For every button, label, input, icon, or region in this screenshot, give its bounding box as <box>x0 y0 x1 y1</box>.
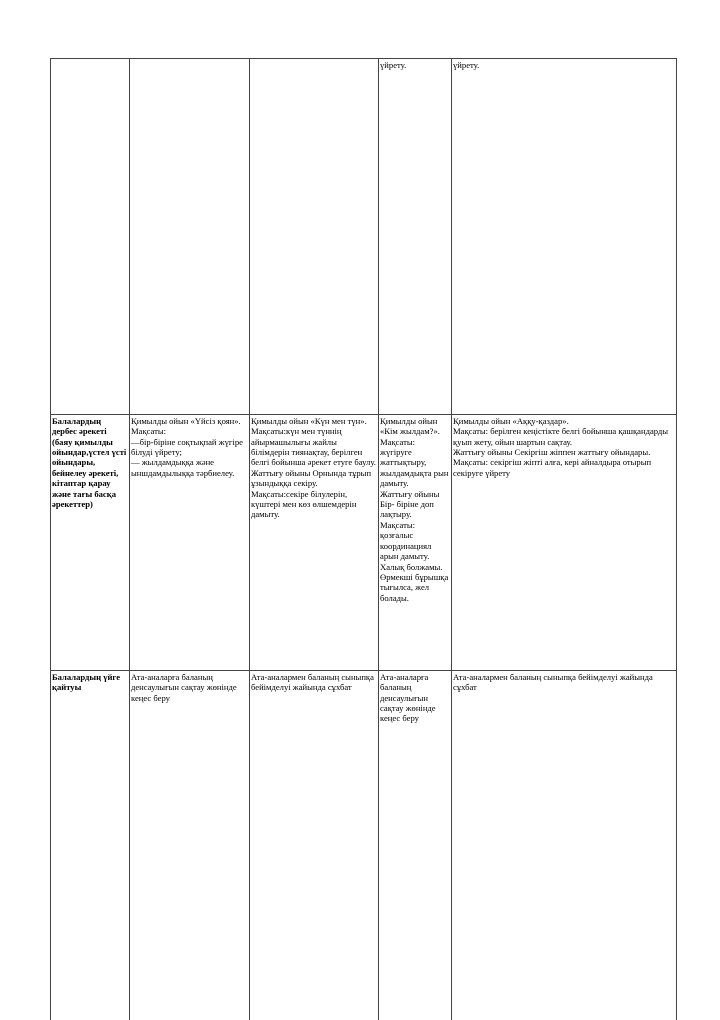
table-row <box>51 59 677 415</box>
table-cell: Қимылды ойын «Кім жылдам?». Мақсаты: жүгіруге жаттықтыру, жылдамдықта рын дамыту. Жаттығу ойыны Бір- біріне доп лақтыру. Мақсаты: қозғалыс координациял арын дамыту. Халық болжамы. Өрмекші бұрышқа тығылса, жел болады. <box>379 414 452 670</box>
table-cell: Ата-аналармен баланың сыныпқа бейімделуі жайында сұхбат <box>250 670 379 1020</box>
row-label <box>51 59 130 415</box>
table-cell: Ата-аналармен баланың сыныпқа бейімделуі жайында сұхбат <box>452 670 677 1020</box>
table-cell <box>130 59 250 415</box>
table-cell: Қимылды ойын «Үйсіз қоян». Мақсаты: —бір-біріне соқтықпай жүгіре білуді үйрету; — жылдамдыққа және ыншдамдылыққа тәрбиелеу. <box>130 414 250 670</box>
row-label: Балалардың үйге қайтуы <box>51 670 130 1020</box>
table-row <box>51 670 677 1020</box>
table-row <box>51 414 677 670</box>
table-cell: Қимылды ойын «Күн мен түн». Мақсаты:күн мен түннің айырмашылығы жайлы білімдерін тиянақтау, берілген белгі бойынша әрекет етуге баулу. Жаттығу ойыны Орнында тұрып ұзындыққа секіру. Мақсаты:секіре білулерін, күштері мен көз өлшемдерін дамыту. <box>250 414 379 670</box>
schedule-table <box>50 58 677 1020</box>
table-cell <box>250 59 379 415</box>
table-cell: Қимылды ойын «Аққу-қаздар». Мақсаты: берілген кеңістікте белгі бойынша қашқандарды қуып жету, ойын шартын сақтау. Жаттығу ойыны Секіргіш жіппен жаттығу ойындары. Мақсаты: секіргіш жіпті алға, кері айналдыра отырып секіруге үйрету <box>452 414 677 670</box>
table-cell: Ата-аналарға баланың денсаулығын сақтау жөнінде кеңес беру <box>130 670 250 1020</box>
table-cell: үйрету. <box>452 59 677 415</box>
row-label: Балалардың дербес әрекеті (баяу қимылды ойындар,үстел үсті ойындары, бейнелеу әрекеті, кітаптар қарау және тағы басқа әрекеттер) <box>51 414 130 670</box>
table-cell: Ата-аналарға баланың денсаулығын сақтау жөнінде кеңес беру <box>379 670 452 1020</box>
table-cell: үйрету. <box>379 59 452 415</box>
